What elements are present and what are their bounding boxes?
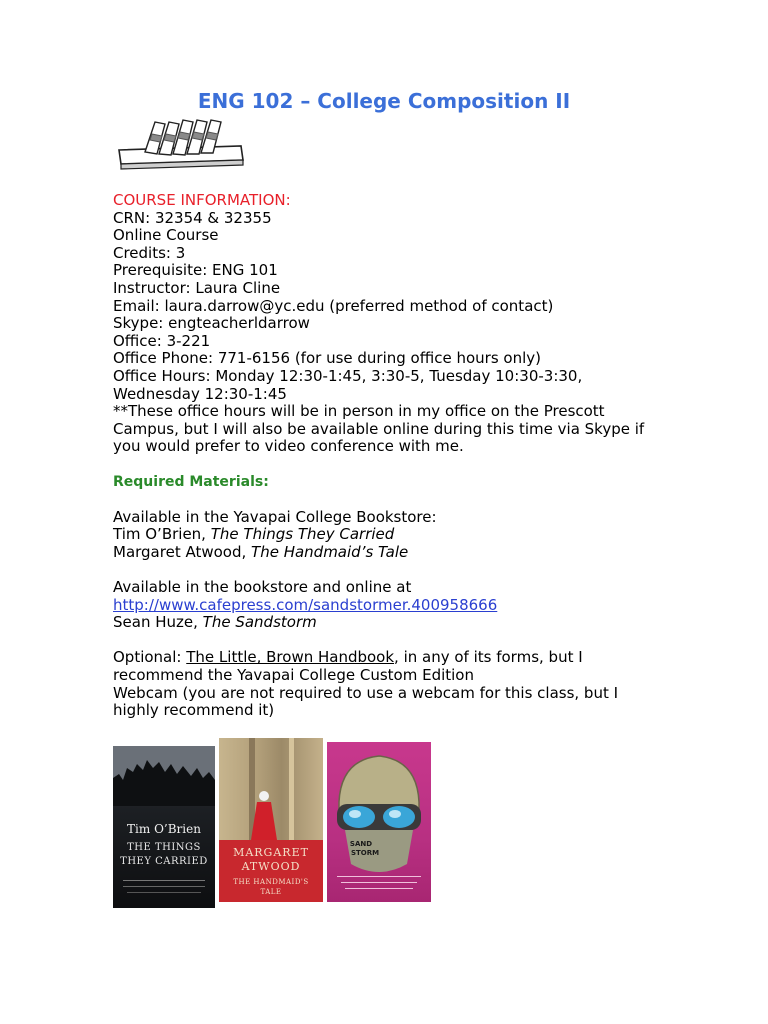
soldier-goggles-icon <box>327 742 431 902</box>
instructor-text: Instructor: Laura Cline <box>113 278 281 297</box>
webcam-line-2: highly recommend it) <box>113 701 275 720</box>
cover-title-line-1: THE THINGS <box>127 842 201 853</box>
materials-heading: Required Materials: <box>113 473 269 490</box>
office-note-line-2: Campus, but I will also be available online during this time via Skype if <box>113 419 645 438</box>
book-title: The Handmaid’s Tale <box>251 542 409 561</box>
handbook-title: The Little, Brown Handbook <box>186 648 395 667</box>
optional-rest: , in any of its forms, but I <box>394 648 583 667</box>
format-text: Online Course <box>113 226 219 245</box>
webcam-line-1: Webcam (you are not required to use a webcam for this class, but I <box>113 683 619 702</box>
crn-text: CRN: 32354 & 32355 <box>113 208 272 227</box>
syllabus-content <box>113 192 673 720</box>
credits-text: Credits: 3 <box>113 243 186 262</box>
optional-line-1 <box>113 649 673 667</box>
book-item-3 <box>113 614 673 632</box>
book-title: The Sandstorm <box>202 613 317 632</box>
office-text: Office: 3-221 <box>113 331 211 350</box>
optional-line-2: recommend the Yavapai College Custom Edition <box>113 666 474 685</box>
cover-title-line-2: STORM <box>350 849 380 857</box>
page-title: ENG 102 – College Composition II <box>197 89 571 113</box>
course-info-heading: COURSE INFORMATION: <box>113 191 291 209</box>
skype-text: Skype: engteacherldarrow <box>113 314 310 333</box>
cover-title-line-1: SAND <box>349 840 373 848</box>
cover-title-line-1: THE HANDMAID'S <box>233 878 309 886</box>
cafepress-link[interactable]: http://www.cafepress.com/sandstormer.400958666 <box>113 595 498 614</box>
book-item-2 <box>113 544 673 562</box>
handmaid-figure-icon <box>249 790 279 840</box>
online-link-line <box>113 597 673 615</box>
cover-handmaids-tale <box>219 738 323 902</box>
cover-title-line-2: TALE <box>260 888 282 896</box>
cover-author: Tim O’Brien <box>127 822 201 836</box>
office-note-line-1: **These office hours will be in person in my office on the Prescott <box>113 402 605 421</box>
bookshelf-icon <box>115 112 245 172</box>
office-hours-line-1: Office Hours: Monday 12:30-1:45, 3:30-5, Tuesday 10:30-3:30, <box>113 366 583 385</box>
book-author: Margaret Atwood, <box>113 542 252 561</box>
prerequisite-text: Prerequisite: ENG 101 <box>113 261 278 280</box>
book-covers <box>113 738 433 902</box>
office-hours-line-2: Wednesday 12:30-1:45 <box>113 384 287 403</box>
book-title: The Things They Carried <box>210 525 395 544</box>
cover-author-line-2: ATWOOD <box>241 860 301 873</box>
cover-author-line-1: MARGARET <box>233 846 309 859</box>
book-author: Sean Huze, <box>113 613 203 632</box>
online-intro: Available in the bookstore and online at <box>113 578 412 597</box>
soldiers-silhouette-icon <box>113 746 215 806</box>
book-item-1 <box>113 526 673 544</box>
cover-sandstorm <box>327 742 431 902</box>
office-phone-text: Office Phone: 771-6156 (for use during office hours only) <box>113 349 541 368</box>
optional-label: Optional: <box>113 648 187 667</box>
cover-things-they-carried <box>113 746 215 908</box>
bookstore-intro: Available in the Yavapai College Bookstore: <box>113 507 437 526</box>
office-note-line-3: you would prefer to video conference with me. <box>113 437 464 456</box>
book-author: Tim O’Brien, <box>113 525 211 544</box>
email-text: Email: laura.darrow@yc.edu (preferred method of contact) <box>113 296 554 315</box>
cover-title-line-2: THEY CARRIED <box>120 856 208 867</box>
